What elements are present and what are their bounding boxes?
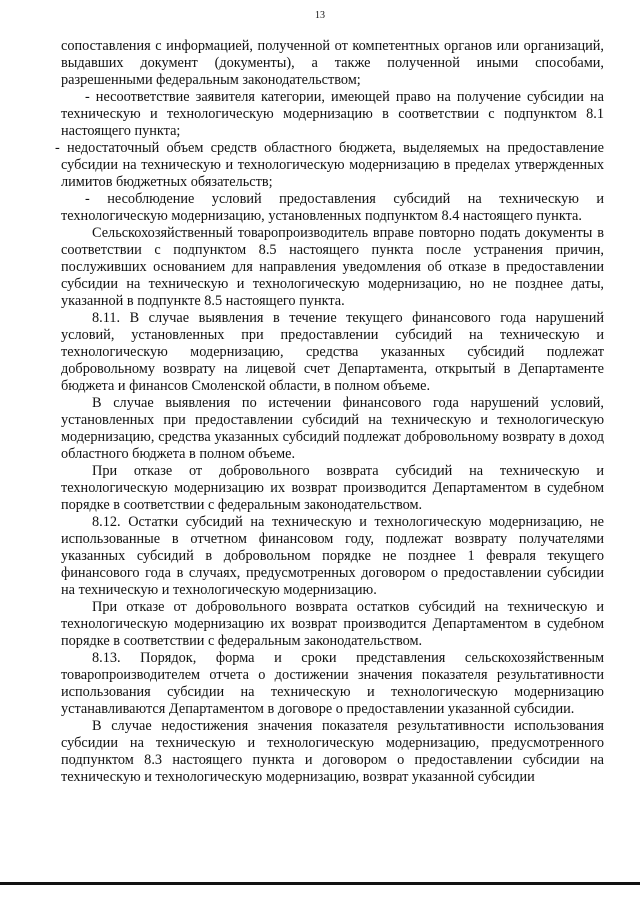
paragraph: сопоставления с информацией, полученной от компетентных органов или организаций, выдавших документ (документы), а также полученной иными способами, разрешенными федеральным законодательством; [61, 38, 604, 88]
page-number: 13 [315, 10, 325, 21]
paragraph: В случае недостижения значения показателя результативности использования субсидии на техническую и технологическую модернизацию, предусмотренного подпунктом 8.3 настоящего пункта и договором о предоставлении субсидии на техническую и технологическую модернизацию, возврат указанной субсидии [61, 718, 604, 785]
paragraph: При отказе от добровольного возврата остатков субсидий на техническую и технологическую модернизацию их возврат производится Департаментом в судебном порядке в соответствии с федеральным законодательством. [61, 599, 604, 649]
paragraph: - недостаточный объем средств областного бюджета, выделяемых на предоставление субсидии на техническую и технологическую модернизацию в пределах утвержденных лимитов бюджетных обязательств; [55, 140, 604, 190]
paragraph: - несоблюдение условий предоставления субсидий на техническую и технологическую модернизацию, установленных подпунктом 8.4 настоящего пункта. [61, 191, 604, 224]
paragraph: 8.12. Остатки субсидий на техническую и технологическую модернизацию, не использованные в отчетном финансовом году, подлежат возврату получателями указанных субсидий в добровольном порядке не позднее 1 февраля текущего финансового года в случаях, предусмотренных договором о предоставлении субсидии на техническую и технологическую модернизацию. [61, 514, 604, 598]
bottom-rule [0, 882, 640, 885]
paragraph: При отказе от добровольного возврата субсидий на техническую и технологическую модернизацию их возврат производится Департаментом в судебном порядке в соответствии с федеральным законодательством. [61, 463, 604, 513]
paragraph: Сельскохозяйственный товаропроизводитель вправе повторно подать документы в соответствии с подпунктом 8.5 настоящего пункта после устранения причин, послуживших основанием для направления уведомления об отказе в предоставлении субсидии на техническую и технологическую модернизацию, но не позднее даты, указанной в подпункте 8.5 настоящего пункта. [61, 225, 604, 309]
paragraph: 8.13. Порядок, форма и сроки представления сельскохозяйственным товаропроизводителем отчета о достижении значения показателя результативности использования субсидии на техническую и технологическую модернизацию устанавливаются Департаментом в договоре о предоставлении указанной субсидии. [61, 650, 604, 717]
document-body [55, 38, 604, 786]
paragraph: В случае выявления по истечении финансового года нарушений условий, установленных при предоставлении субсидий на техническую и технологическую модернизацию, средства указанных субсидий подлежат добровольному возврату в доход областного бюджета в полном объеме. [61, 395, 604, 462]
paragraph: - несоответствие заявителя категории, имеющей право на получение субсидии на техническую и технологическую модернизацию в соответствии с подпунктом 8.1 настоящего пункта; [61, 89, 604, 139]
paragraph: 8.11. В случае выявления в течение текущего финансового года нарушений условий, установленных при предоставлении субсидий на техническую и технологическую модернизацию, средства указанных субсидий подлежат добровольному возврату на лицевой счет Департамента, открытый в Департаменте бюджета и финансов Смоленской области, в полном объеме. [61, 310, 604, 394]
